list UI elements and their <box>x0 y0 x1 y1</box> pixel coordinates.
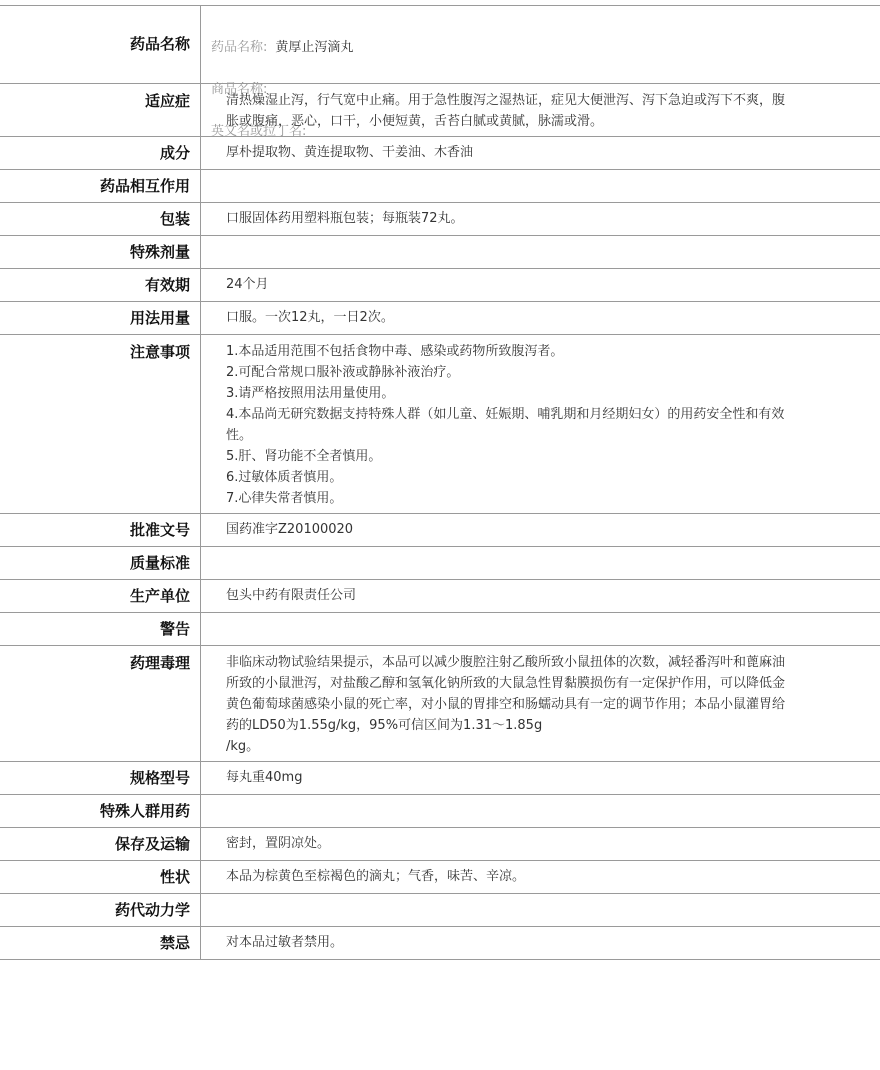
row-label: 质量标准 <box>0 547 201 579</box>
row-value: 厚朴提取物、黄连提取物、干姜油、木香油 <box>226 145 474 160</box>
row-value: 口服固体药用塑料瓶包装；每瓶装72丸。 <box>226 211 464 226</box>
row-warning <box>0 613 880 646</box>
row-interactions <box>0 170 880 203</box>
row-ingredients <box>0 137 880 170</box>
trade-name-key: 商品名称: <box>211 82 268 97</box>
row-value: 本品为棕黄色至棕褐色的滴丸；气香，味苦、辛凉。 <box>226 869 526 884</box>
row-label: 性状 <box>0 861 201 893</box>
row-special-dosage <box>0 236 880 269</box>
row-pharmacokinetics <box>0 894 880 927</box>
row-label: 包装 <box>0 203 201 235</box>
row-value: 清热燥湿止泻，行气宽中止痛。用于急性腹泻之湿热证，症见大便泄泻、泻下急迫或泻下不爽，腹胀或腹痛，恶心，口干，小便短黄，舌苔白腻或黄腻，脉濡或滑。 <box>226 93 786 129</box>
row-quality-standard <box>0 547 880 580</box>
row-value <box>201 894 880 926</box>
english-name-key: 英文名或拉丁名: <box>211 124 307 139</box>
row-label: 成分 <box>0 137 201 169</box>
row-label: 保存及运输 <box>0 828 201 860</box>
row-description <box>0 861 880 894</box>
row-label: 药理毒理 <box>0 646 201 761</box>
row-value <box>201 170 880 202</box>
row-label: 药代动力学 <box>0 894 201 926</box>
row-label: 药品名称 <box>0 6 201 83</box>
row-label: 有效期 <box>0 269 201 301</box>
row-value: 1.本品适用范围不包括食物中毒、感染或药物所致腹泻者。 2.可配合常规口服补液或静脉补液治疗。 3.请严格按照用法用量使用。 4.本品尚无研究数据支持特殊人群（如儿童、妊娠期、哺乳期和月经期妇女）的用药安全性和有效性。 5.肝、肾功能不全者慎用。 6.过敏体质者慎用。 7.心律失常者慎用。 <box>226 344 785 506</box>
row-label: 警告 <box>0 613 201 645</box>
row-storage <box>0 828 880 861</box>
row-value: 口服。一次12丸，一日2次。 <box>226 310 394 325</box>
row-value: 对本品过敏者禁用。 <box>226 935 344 950</box>
row-pharmacology <box>0 646 880 762</box>
row-precautions <box>0 335 880 514</box>
row-specification <box>0 762 880 795</box>
row-label: 注意事项 <box>0 335 201 513</box>
row-value: 密封，置阴凉处。 <box>226 836 331 851</box>
row-manufacturer <box>0 580 880 613</box>
drug-info-table <box>0 5 880 960</box>
row-value: 包头中药有限责任公司 <box>226 588 357 603</box>
generic-name-key: 药品名称: <box>211 40 268 55</box>
row-packaging <box>0 203 880 236</box>
row-value <box>201 547 880 579</box>
row-label: 禁忌 <box>0 927 201 959</box>
row-label: 用法用量 <box>0 302 201 334</box>
row-value: 24个月 <box>226 277 269 292</box>
row-value: 每丸重40mg <box>226 770 303 785</box>
row-indications <box>0 84 880 137</box>
row-value <box>201 236 880 268</box>
row-approval-number <box>0 514 880 547</box>
row-value: 非临床动物试验结果提示，本品可以减少腹腔注射乙酸所致小鼠扭体的次数，减轻番泻叶和蓖麻油所致的小鼠泄泻，对盐酸乙醇和氢氧化钠所致的大鼠急性胃黏膜损伤有一定保护作用，可以降低金黄色葡萄球菌感染小鼠的死亡率，对小鼠的胃排空和肠蠕动具有一定的调节作用；本品小鼠灌胃给药的LD50为1.55g/kg，95%可信区间为1.31～1.85g /kg。 <box>226 655 786 754</box>
generic-name-line <box>211 37 788 58</box>
row-contraindications <box>0 927 880 960</box>
row-label: 特殊剂量 <box>0 236 201 268</box>
row-dosage <box>0 302 880 335</box>
row-special-population <box>0 795 880 828</box>
row-label: 药品相互作用 <box>0 170 201 202</box>
row-value <box>201 795 880 827</box>
row-shelf-life <box>0 269 880 302</box>
row-label: 批准文号 <box>0 514 201 546</box>
generic-name-value: 黄厚止泻滴丸 <box>275 40 354 55</box>
row-label: 特殊人群用药 <box>0 795 201 827</box>
row-value: 国药准字Z20100020 <box>226 522 354 537</box>
row-label: 适应症 <box>0 84 201 136</box>
row-value <box>201 613 880 645</box>
row-label: 生产单位 <box>0 580 201 612</box>
row-label: 规格型号 <box>0 762 201 794</box>
